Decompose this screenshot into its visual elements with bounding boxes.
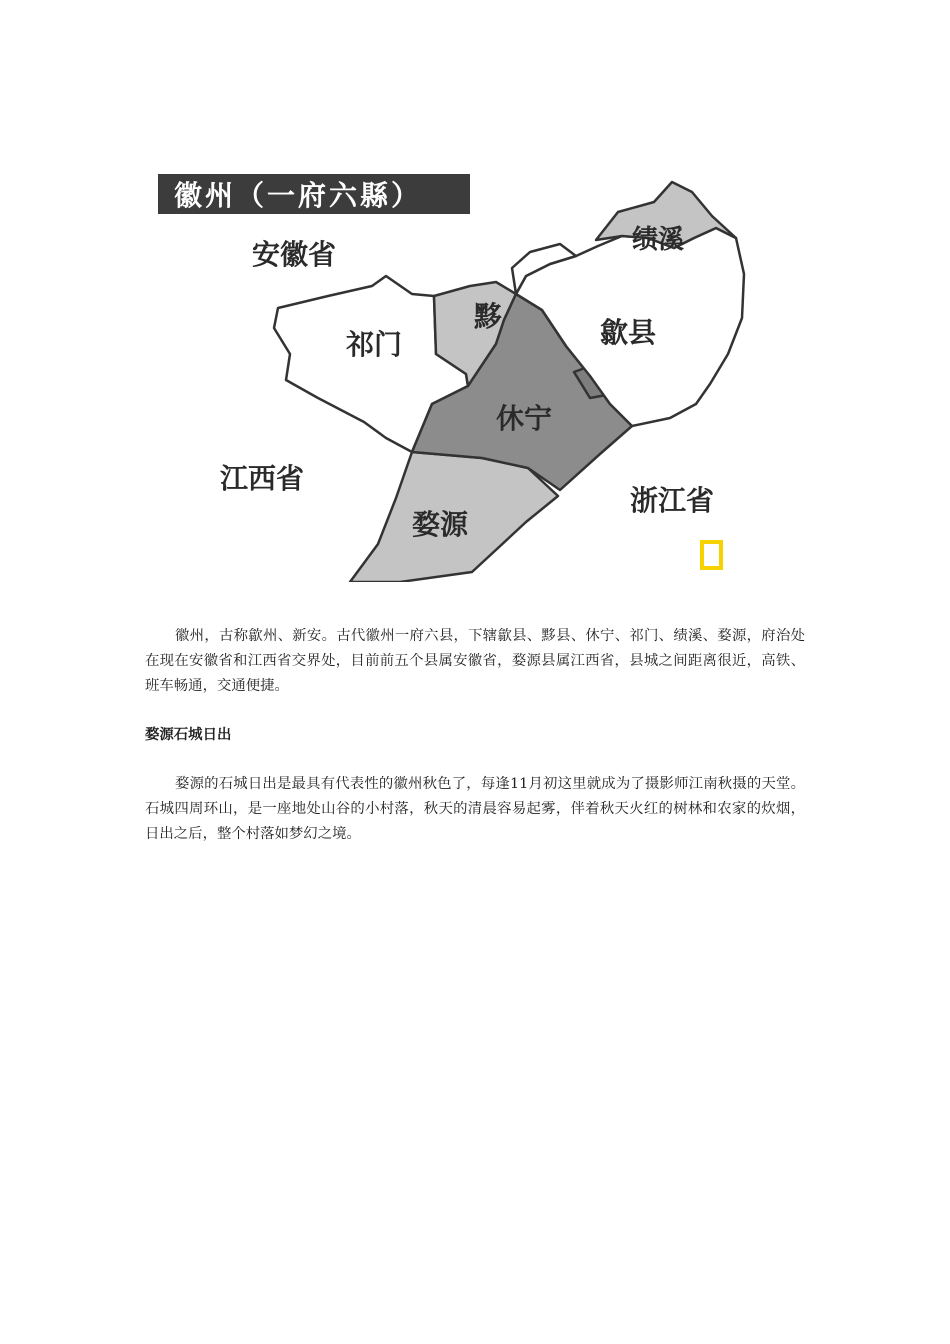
shicheng-paragraph: 婺源的石城日出是最具有代表性的徽州秋色了，每逢11月初这里就成为了摄影师江南秋摄的天堂。石城四周环山，是一座地处山谷的小村落，秋天的清晨容易起雾，伴着秋天火红的树林和农家的炊烟，日出之后，整个村落如梦幻之境。 xyxy=(145,776,805,842)
huizhou-map-svg xyxy=(150,158,770,582)
label-jixi: 绩溪 xyxy=(632,225,685,255)
map-title: 徽州（一府六縣） xyxy=(174,179,423,212)
section-heading: 婺源石城日出 xyxy=(145,727,232,743)
label-qimen: 祁门 xyxy=(346,328,403,361)
label-xiuning: 休宁 xyxy=(496,402,553,435)
huizhou-map xyxy=(150,158,770,582)
label-wuyuan: 婺源 xyxy=(412,508,469,541)
label-zhejiang: 浙江省 xyxy=(630,484,715,517)
label-anhui: 安徽省 xyxy=(252,238,337,271)
national-geographic-rectangle-icon xyxy=(702,542,721,568)
intro-paragraph: 徽州，古称歙州、新安。古代徽州一府六县，下辖歙县、黟县、休宁、祁门、绩溪、婺源，府治处在现在安徽省和江西省交界处，目前前五个县属安徽省，婺源县属江西省，县城之间距离很近，高铁、班车畅通，交通便捷。 xyxy=(145,628,805,694)
label-jiangxi: 江西省 xyxy=(220,462,305,495)
label-yixian: 黟 xyxy=(474,300,503,333)
label-shexian: 歙县 xyxy=(600,316,657,349)
